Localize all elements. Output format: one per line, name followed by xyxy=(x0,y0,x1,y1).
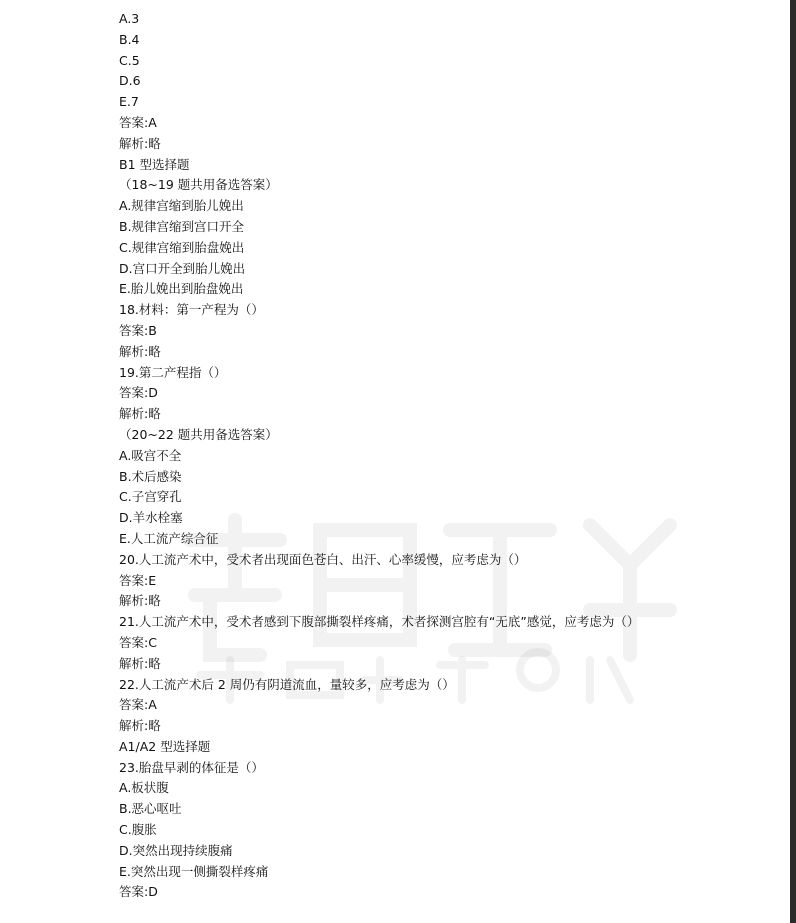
answer-line: 答案:B xyxy=(119,322,157,338)
analysis-line: 解析:略 xyxy=(119,343,161,359)
answer-line: 答案:C xyxy=(119,634,157,650)
question-line: 19.第二产程指（） xyxy=(119,364,227,380)
option-line: C.规律宫缩到胎盘娩出 xyxy=(119,239,245,255)
answer-line: 答案:D xyxy=(119,884,158,900)
option-line: A.板状腹 xyxy=(119,780,169,796)
question-line: 18.材料：第一产程为（） xyxy=(119,302,264,318)
group-note: （18~19 题共用备选答案） xyxy=(119,177,278,193)
option-line: A.规律宫缩到胎儿娩出 xyxy=(119,198,244,214)
question-line: 22.人工流产术后 2 周仍有阴道流血，量较多，应考虑为（） xyxy=(119,676,455,692)
answer-line: 答案:E xyxy=(119,572,157,588)
document-body xyxy=(119,9,679,903)
option-line: D.宫口开全到胎儿娩出 xyxy=(119,260,246,276)
section-heading: B1 型选择题 xyxy=(119,156,190,172)
analysis-line: 解析:略 xyxy=(119,135,161,151)
option-line: E.人工流产综合征 xyxy=(119,530,219,546)
option-line: B.术后感染 xyxy=(119,468,182,484)
question-line: 23.胎盘早剥的体征是（） xyxy=(119,759,264,775)
text-line: B.4 xyxy=(119,31,140,47)
text-line: E.7 xyxy=(119,94,139,110)
analysis-line: 解析:略 xyxy=(119,593,161,609)
option-line: D.突然出现持续腹痛 xyxy=(119,842,233,858)
option-line: B.恶心呕吐 xyxy=(119,801,182,817)
section-heading: A1/A2 型选择题 xyxy=(119,738,211,754)
text-line: D.6 xyxy=(119,73,141,89)
option-line: E.胎儿娩出到胎盘娩出 xyxy=(119,281,244,297)
analysis-line: 解析:略 xyxy=(119,655,161,671)
option-line: D.羊水栓塞 xyxy=(119,510,183,526)
option-line: C.子宫穿孔 xyxy=(119,489,182,505)
option-line: E.突然出现一侧撕裂样疼痛 xyxy=(119,863,269,879)
option-line: C.腹胀 xyxy=(119,822,157,838)
answer-line: 答案:A xyxy=(119,114,157,130)
question-line: 20.人工流产术中，受术者出现面色苍白、出汗、心率缓慢，应考虑为（） xyxy=(119,551,527,567)
page-edge-bar xyxy=(790,0,796,923)
analysis-line: 解析:略 xyxy=(119,406,161,422)
question-line: 21.人工流产术中，受术者感到下腹部撕裂样疼痛，术者探测宫腔有“无底”感觉，应考虑为（） xyxy=(119,614,640,630)
text-line: A.3 xyxy=(119,11,140,26)
answer-line: 答案:D xyxy=(119,385,158,401)
text-line: C.5 xyxy=(119,52,140,68)
answer-line: 答案:A xyxy=(119,697,157,713)
analysis-line: 解析:略 xyxy=(119,718,161,734)
group-note: （20~22 题共用备选答案） xyxy=(119,426,278,442)
option-line: A.吸宫不全 xyxy=(119,447,182,463)
option-line: B.规律宫缩到宫口开全 xyxy=(119,218,245,234)
